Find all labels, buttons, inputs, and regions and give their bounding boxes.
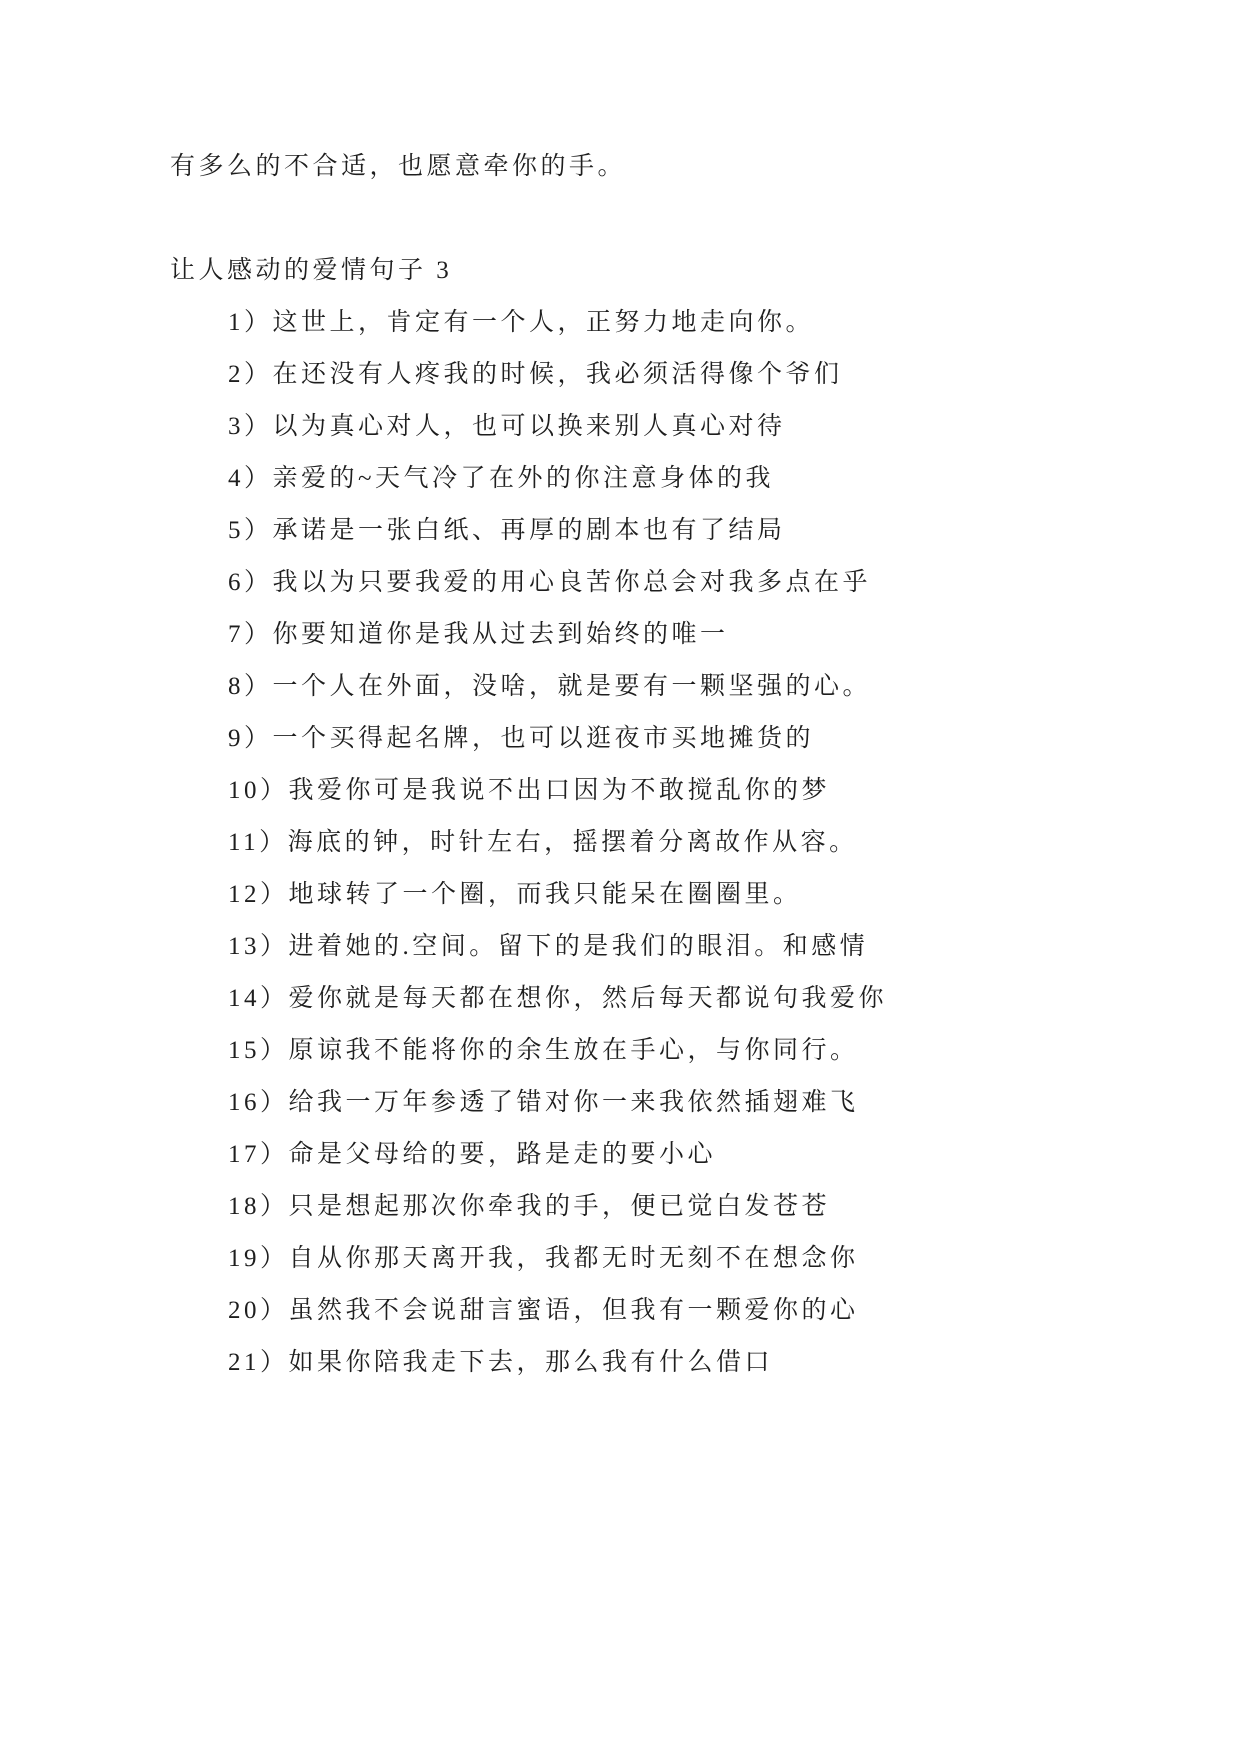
blank-line [170,193,1070,245]
quote-item: 4）亲爱的~天气冷了在外的你注意身体的我 [228,465,775,492]
paragraph-text: 有多么的不合适，也愿意牵你的手。 [170,153,627,180]
quote-list [170,297,1070,1389]
quote-item: 12）地球转了一个圈，而我只能呆在圈圈里。 [228,881,802,908]
section-heading: 让人感动的爱情句子 3 [170,257,453,284]
quote-item: 6）我以为只要我爱的用心良苦你总会对我多点在乎 [228,569,872,596]
quote-item: 9）一个买得起名牌，也可以逛夜市买地摊货的 [228,725,815,752]
quote-item: 17）命是父母给的要，路是走的要小心 [228,1141,717,1168]
quote-item: 10）我爱你可是我说不出口因为不敢搅乱你的梦 [228,777,831,804]
quote-item: 15）原谅我不能将你的余生放在手心，与你同行。 [228,1037,859,1064]
quote-item: 13）进着她的.空间。留下的是我们的眼泪。和感情 [228,933,869,960]
quote-item: 20）虽然我不会说甜言蜜语，但我有一颗爱你的心 [228,1297,859,1324]
quote-item: 11）海底的钟，时针左右，摇摆着分离故作从容。 [228,829,858,856]
quote-item: 3）以为真心对人，也可以换来别人真心对待 [228,413,786,440]
quote-item: 8）一个人在外面，没啥，就是要有一颗坚强的心。 [228,673,872,700]
quote-item: 18）只是想起那次你牵我的手，便已觉白发苍苍 [228,1193,831,1220]
quote-item: 1）这世上，肯定有一个人，正努力地走向你。 [228,309,815,336]
quote-item: 14）爱你就是每天都在想你，然后每天都说句我爱你 [228,985,888,1012]
quote-item: 2）在还没有人疼我的时候，我必须活得像个爷们 [228,361,843,388]
quote-item: 21）如果你陪我走下去，那么我有什么借口 [228,1349,774,1376]
quote-item: 7）你要知道你是我从过去到始终的唯一 [228,621,729,648]
document-content [170,141,1070,1389]
quote-item: 19）自从你那天离开我，我都无时无刻不在想念你 [228,1245,859,1272]
quote-item: 16）给我一万年参透了错对你一来我依然插翅难飞 [228,1089,859,1116]
quote-item: 5）承诺是一张白纸、再厚的剧本也有了结局 [228,517,786,544]
